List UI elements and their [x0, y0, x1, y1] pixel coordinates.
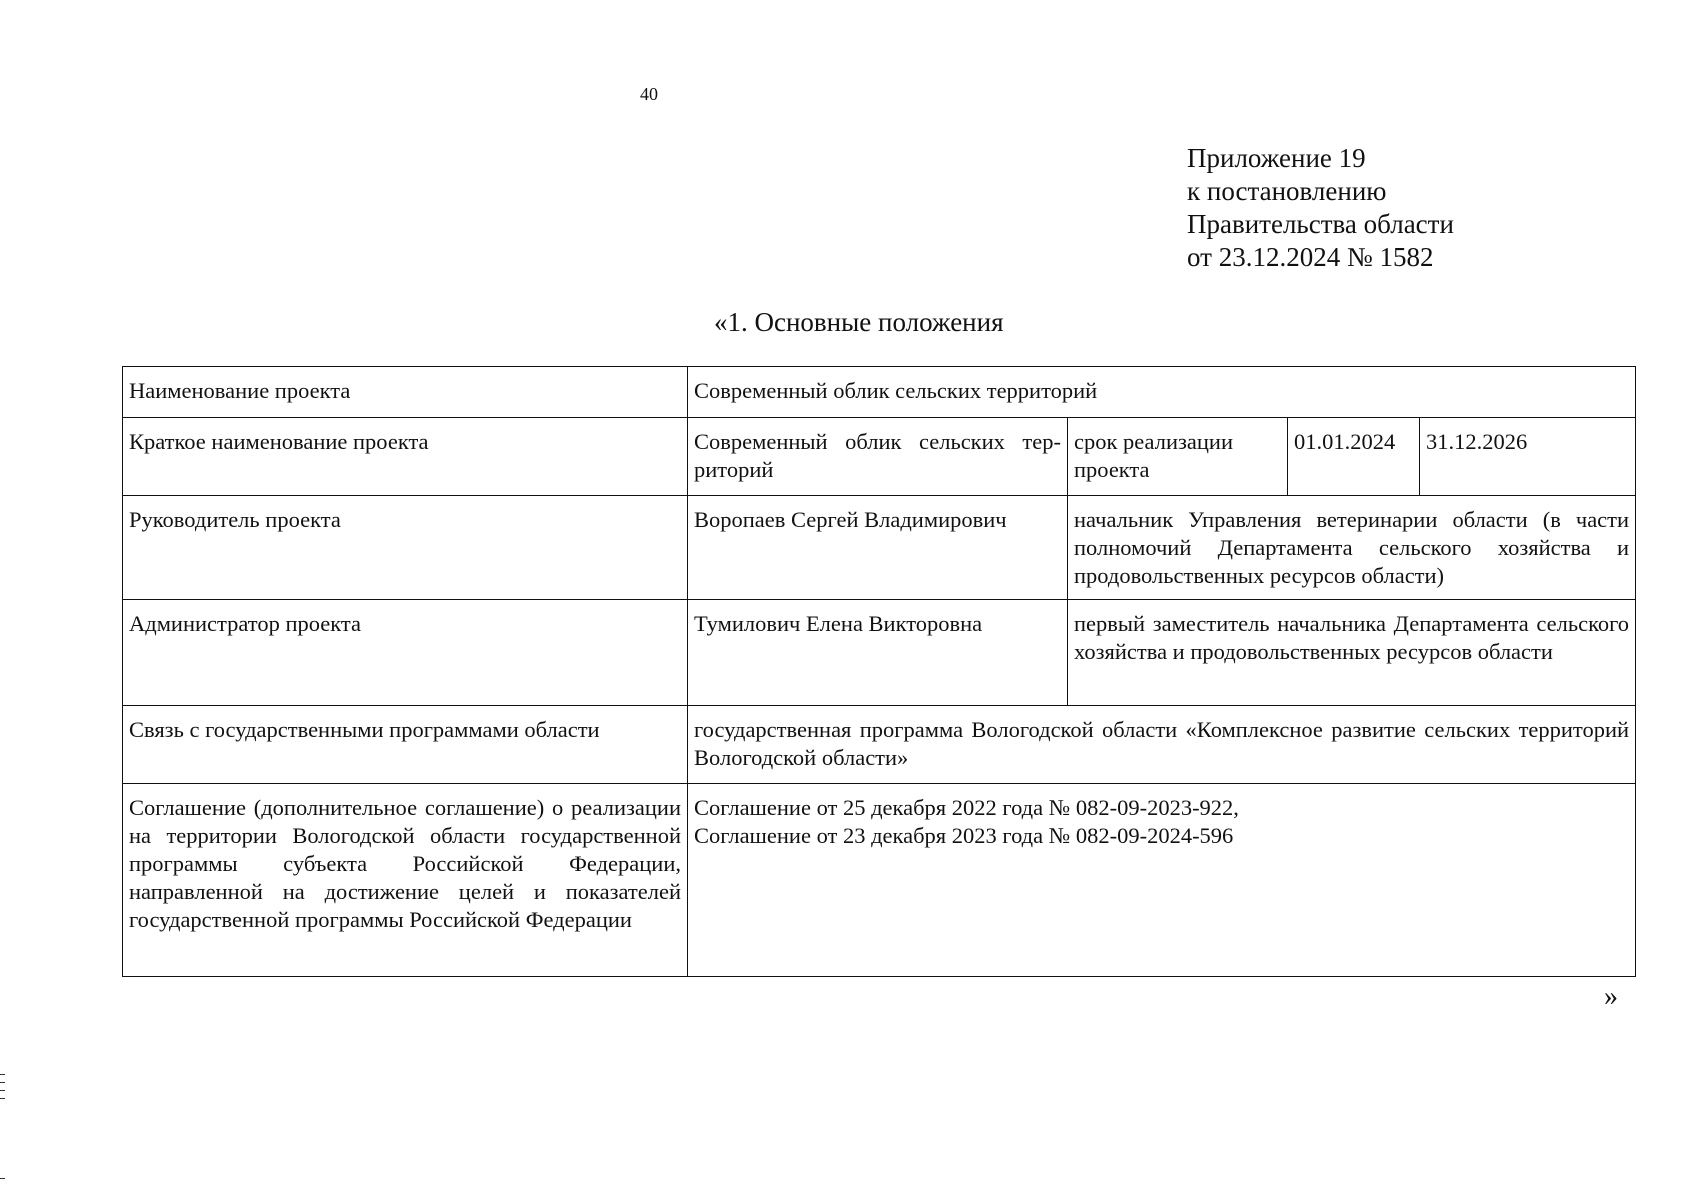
programs-label: Связь с государственными программами области: [123, 706, 688, 784]
appendix-line-4: от 23.12.2024 № 1582: [1187, 242, 1434, 272]
project-table: [122, 366, 1636, 977]
appendix-line-3: Правительства области: [1187, 209, 1454, 239]
margin-mark: [0, 1082, 5, 1083]
margin-mark: [0, 1090, 5, 1091]
appendix-line-1: Приложение 19: [1187, 143, 1366, 173]
head-label: Руководитель проекта: [123, 496, 688, 600]
short-name-value: Современный облик сельских тер-риторий: [688, 418, 1068, 496]
term-label: срок реализации проекта: [1068, 418, 1288, 496]
head-position: начальник Управления ветеринарии области (в части полномочий Департамента сельского хозяйства и продовольственных ресурсов области): [1068, 496, 1636, 600]
table-row: [123, 367, 1636, 418]
margin-mark: [0, 1178, 5, 1179]
appendix-line-2: к постановлению: [1187, 176, 1387, 206]
table-row: [123, 496, 1636, 600]
start-date: 01.01.2024: [1288, 418, 1420, 496]
table-row: [123, 600, 1636, 706]
appendix-header: [1187, 142, 1454, 274]
table-row: [123, 418, 1636, 496]
admin-name: Тумилович Елена Викторовна: [688, 600, 1068, 706]
margin-mark: [0, 1074, 5, 1075]
end-date: 31.12.2026: [1420, 418, 1636, 496]
page-number: 40: [640, 84, 658, 104]
margin-mark: [0, 1098, 5, 1099]
programs-value: государственная программа Вологодской области «Комплексное развитие сельских территорий Вологодской области»: [688, 706, 1636, 784]
short-name-label: Краткое наименование проекта: [123, 418, 688, 496]
table-row: [123, 784, 1636, 977]
admin-label: Администратор проекта: [123, 600, 688, 706]
closing-quote: »: [1604, 981, 1618, 1012]
admin-position: первый заместитель начальника Департамента сельского хозяйства и продовольственных ресурсов области: [1068, 600, 1636, 706]
project-name-label: Наименование проекта: [123, 367, 688, 418]
head-name: Воропаев Сергей Владимирович: [688, 496, 1068, 600]
agreement-label: Соглашение (дополнительное соглашение) о реализации на территории Вологодской области государственной программы субъекта Российской Федерации, направленной на достижение целей и показателей государственной программы Российской Федерации: [123, 784, 688, 977]
section-title: «1. Основные положения: [714, 307, 1004, 337]
table-row: [123, 706, 1636, 784]
project-name-value: Современный облик сельских территорий: [688, 367, 1636, 418]
agreement-value: Соглашение от 25 декабря 2022 года № 082-09-2023-922, Соглашение от 23 декабря 2023 года № 082-09-2024-596: [688, 784, 1636, 977]
